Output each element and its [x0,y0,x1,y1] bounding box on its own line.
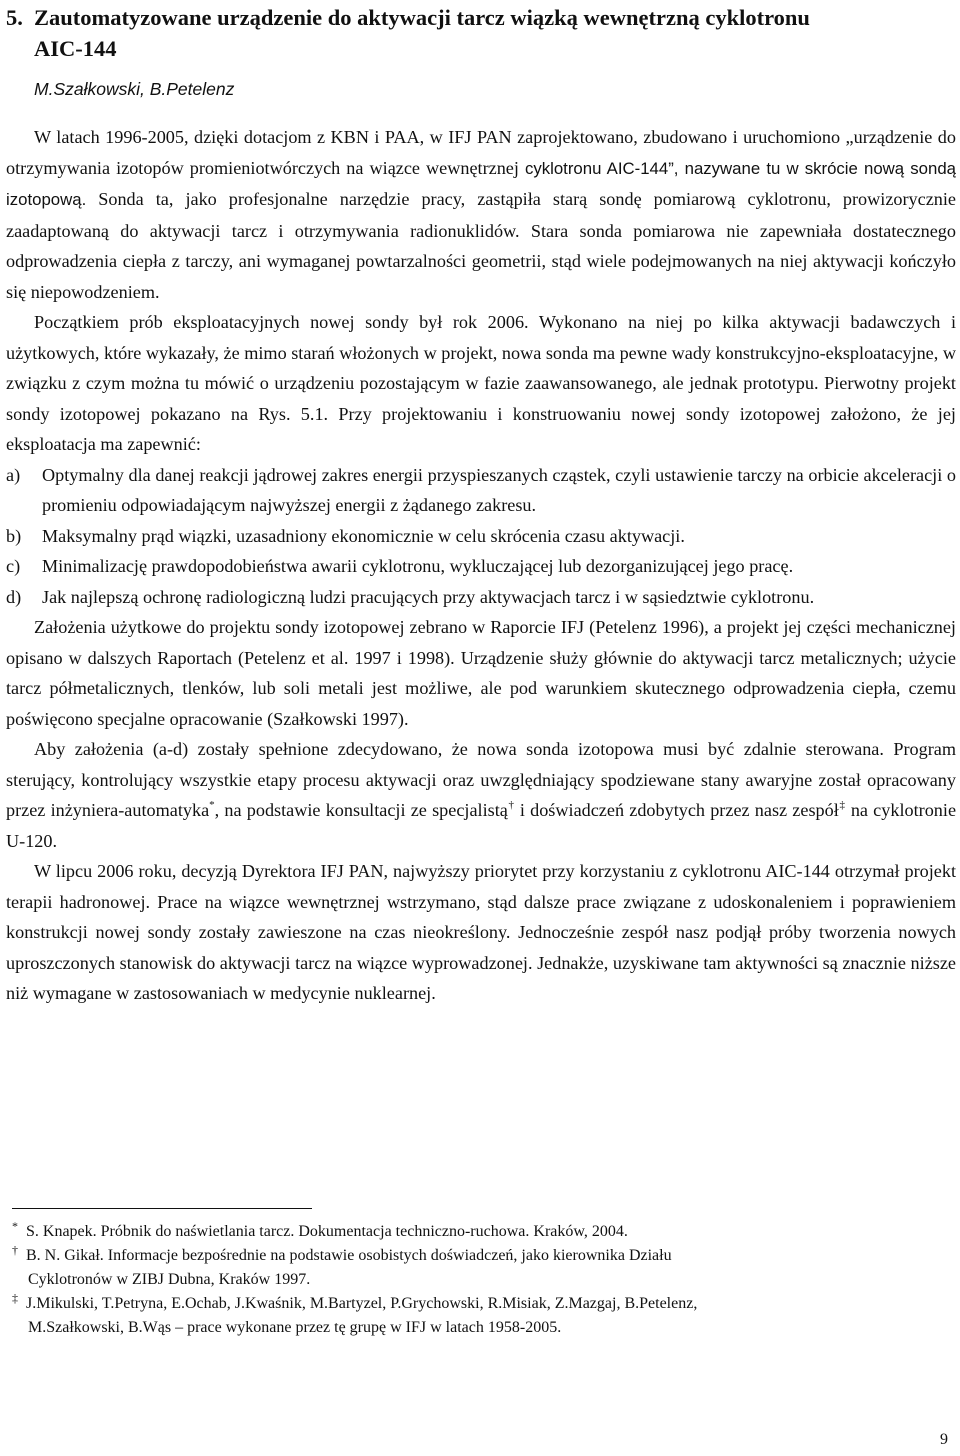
paragraph-1-part-a: W latach 1996-2005, dzięki dotacjom z KBN i PAA, w IFJ PAN zaprojektowano, zbudowano i uruchomiono „urządzenie do otrzymywania izotopów promieniotwórczych na wiązce wewnętrznej [6,127,956,178]
footnotes [12,1220,942,1340]
list-item-text: Minimalizację prawdopodobieństwa awarii cyklotronu, wykluczającej lub dezorganizującej jego pracę. [42,556,794,576]
footnote-mark: † [12,1243,18,1257]
footnote-text-continued: M.Szałkowski, B.Wąs – prace wykonane przez tę grupę w IFJ w latach 1958-2005. [28,1319,562,1336]
list-marker: b) [6,525,22,546]
paragraph-5: W lipcu 2006 roku, decyzją Dyrektora IFJ PAN, najwyższy priorytet przy korzystaniu z cyklotronu AIC-144 otrzymał projekt terapii hadronowej. Prace na wiązce wewnętrznej wstrzymano, stąd dalsze prace związane z udoskonaleniem i poprawieniem konstrukcji nowej sondy zostały zawieszone na czas nieokreślony. Jednocześnie zespół nasz podjął próby tworzenia nowych uproszczonych stanowisk do aktywacji tarcz na wiązce wyprowadzonej. Jednakże, uzyskiwane tam aktywności są znacznie niższe niż wymagane w zastosowaniach w medycynie nuklearnej. [6,861,956,1003]
footnote-text-continued: Cyklotronów w ZIBJ Dubna, Kraków 1997. [28,1271,311,1288]
footnote-text: B. N. Gikał. Informacje bezpośrednie na podstawie osobistych doświadczeń, jako kierownika Działu [26,1247,672,1264]
paragraph-1-part-b: cyklotronu AIC-144”, nazywane tu w skrócie nową sondą izotopową. [6,158,956,209]
footnote-mark: ‡ [12,1291,18,1305]
paragraph-2: Początkiem prób eksploatacyjnych nowej sondy był rok 2006. Wykonano na niej po kilka aktywacji badawczych i użytkowych, które wykazały, że mimo starań włożonych w projekt, nowa sonda ma pewne wady konstrukcyjno-eksploatacyjne, w związku z czym można tu mówić o urządzeniu pozostającym w fazie zaawansowanego, ale jednak prototypu. Pierwotny projekt sondy izotopowej pokazano na Rys. 5.1. Przy projektowaniu i konstruowaniu nowej sondy izotopowej założono, że jej eksploatacja ma zapewnić: [6,312,956,454]
footnote [12,1220,942,1244]
list-item [6,460,956,521]
list-item-text: Jak najlepszą ochronę radiologiczną ludzi pracujących przy aktywacjach tarcz i w sąsiedztwie cyklotronu. [42,586,815,607]
footnote-text: J.Mikulski, T.Petryna, E.Ochab, J.Kwaśnik, M.Bartyzel, P.Grychowski, R.Misiak, Z.Mazgaj, B.Petelenz, [26,1295,698,1312]
footnote-separator [12,1208,312,1209]
footnote-ref-asterisk[interactable]: * [209,799,215,811]
list-marker: a) [6,464,21,485]
list-item [6,521,956,552]
list-item-text: Optymalny dla danej reakcji jądrowej zakres energii przyspieszanych cząstek, czyli ustawienie tarczy na orbicie akceleracji o promieniu odpowiadającym najwyższej energii z żądanego zakresu. [42,464,956,515]
paragraph-1 [6,122,956,307]
section-title-line2: AIC-144 [34,36,117,61]
list-marker: d) [6,586,22,607]
paragraph-4-part-a: Aby założenia (a-d) zostały spełnione zdecydowano, że nowa sonda izotopowa musi być zdalnie sterowana. Program sterujący, kontrolujący wszystkie etapy procesu aktywacji oraz uwzględniający spodziewane stany awaryjne został opracowany przez inżyniera-automatyka [6,739,956,820]
paragraph-1-part-c: Sonda ta, jako profesjonalne narzędzie pracy, zastąpiła starą sondę pomiarową cyklotronu, prowizorycznie zaadaptowaną do aktywacji tarcz i otrzymywania radionuklidów. Stara sonda pomiarowa nie zapewniała dostatecznego odprowadzenia ciepła z tarczy, ani wymaganej powtarzalności geometrii, stąd wiele podejmowanych na niej aktywacji kończyło się niepowodzeniem. [6,189,956,302]
paragraph-4-part-b: , na podstawie konsultacji ze specjalistą [214,800,508,820]
list-marker: c) [6,556,21,576]
footnote-ref-double-dagger[interactable]: ‡ [838,799,846,811]
paragraph-4-part-c: i doświadczeń zdobytych przez nasz zespół [514,800,839,820]
footnote-mark: * [12,1219,18,1233]
paragraph-4 [6,734,956,856]
authors-line: M.Szałkowski, B.Petelenz [34,79,235,99]
list-item [6,582,956,613]
page-number: 9 [940,1431,948,1448]
list-item [6,551,956,582]
footnote-text: S. Knapek. Próbnik do naświetlania tarcz. Dokumentacja techniczno-ruchowa. Kraków, 2004. [26,1223,628,1240]
section-number: 5. [6,5,23,30]
list-item-text: Maksymalny prąd wiązki, uzasadniony ekonomicznie w celu skrócenia czasu aktywacji. [42,525,685,546]
section-title-line1: Zautomatyzowane urządzenie do aktywacji tarcz wiązką wewnętrzną cyklotronu [34,5,810,30]
paragraph-4-part-d: na cyklotronie U-120. [6,800,957,851]
footnote [12,1292,942,1340]
body-text [6,122,956,1009]
footnote [12,1244,942,1292]
footnote-ref-dagger[interactable]: † [507,799,515,811]
paragraph-3: Założenia użytkowe do projektu sondy izotopowej zebrano w Raporcie IFJ (Petelenz 1996), a projekt jej części mechanicznej opisano w dalszych Raportach (Petelenz et al. 1997 i 1998). Urządzenie służy głównie do aktywacji tarcz metalicznych; użycie tarcz półmetalicznych, tlenków, lub soli metali jest możliwe, ale pod warunkiem skutecznego odprowadzenia ciepła, czemu poświęcono specjalne opracowanie (Szałkowski 1997). [6,617,956,729]
